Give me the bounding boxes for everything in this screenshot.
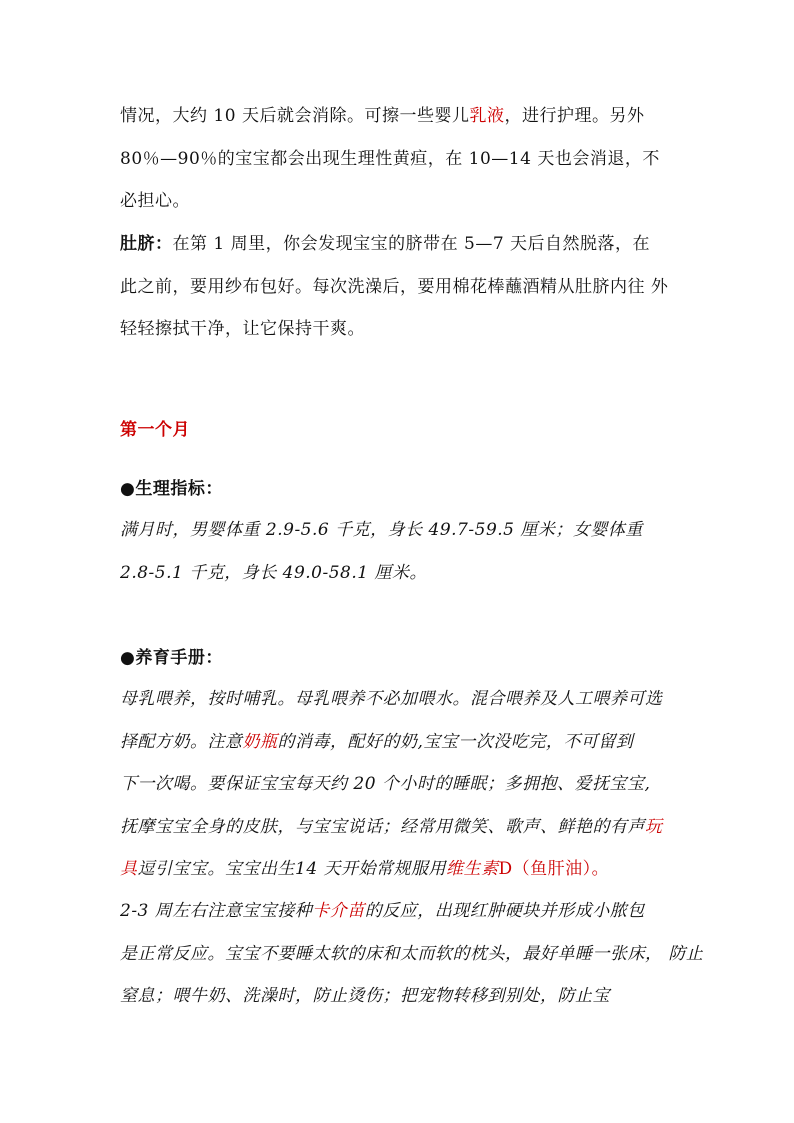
care-text: 择配方奶。注意 [120,732,243,752]
bcg-link[interactable]: 卡介苗 [312,901,365,921]
vitamin-link[interactable]: 维生素 [446,859,499,879]
care-line-8: 窒息；喂牛奶、洗澡时，防止烫伤；把宠物转移到别处，防止宝 [120,986,610,1006]
navel-text: 在第 1 周里，你会发现宝宝的脐带在 5—7 天后自然脱落，在 [172,234,651,254]
para1-line-3: 必担心。 [120,191,190,211]
physio-heading: ●生理指标： [120,479,223,499]
toy-link-part-1[interactable]: 玩 [645,817,663,837]
para1-text: 情况，大约 10 天后就会消除。可擦一些婴儿 [120,106,470,126]
care-text: 抚摩宝宝全身的皮肤，与宝宝说话；经常用微笑、歌声、鲜艳的有声 [120,817,645,837]
lotion-link[interactable]: 乳液 [469,106,505,126]
care-line-4 [120,815,663,839]
care-line-6 [120,899,645,923]
toy-link-part-2[interactable]: 具 [120,859,138,879]
physio-line-1: 满月时，男婴体重 2.9-5.6 千克，身长 49.7-59.5 厘米；女婴体重 [120,520,643,540]
para1-line-1 [120,104,644,128]
care-heading: ●养育手册： [120,648,223,668]
physio-line-2: 2.8-5.1 千克，身长 49.0-58.1 厘米。 [120,563,427,583]
care-text: 的反应，出现红肿硬块并形成小脓包 [364,901,645,921]
para1-line-2: 80％—90％的宝宝都会出现生理性黄疸，在 10—14 天也会消退，不 [120,149,660,169]
care-line-3: 下一次喝。要保证宝宝每天约 20 个小时的睡眠；多拥抱、爱抚宝宝, [120,774,651,794]
care-text: 的消毒，配好的奶,宝宝一次没吃完，不可留到 [277,732,634,752]
care-line-2 [120,730,633,754]
vitamin-d-text: D（鱼肝油）。 [498,859,610,879]
navel-label: 肚脐： [120,234,173,254]
care-line-1: 母乳喂养，按时哺乳。母乳喂养不必加喂水。混合喂养及人工喂养可选 [120,689,663,709]
care-line-5 [120,857,609,881]
navel-line-3: 轻轻擦拭干净，让它保持干爽。 [120,319,365,339]
bottle-link[interactable]: 奶瓶 [242,732,278,752]
navel-line-1 [120,232,650,256]
section-title: 第一个月 [120,420,190,440]
care-line-7: 是正常反应。宝宝不要睡太软的床和太而软的枕头，最好单睡一张床， 防止 [120,944,704,964]
para1-text: ，进行护理。另外 [504,106,645,126]
care-text: 逗引宝宝。宝宝出生14 天开始常规服用 [137,859,447,879]
care-text: 2-3 周左右注意宝宝接种 [120,901,313,921]
navel-line-2: 此之前，要用纱布包好。每次洗澡后，要用棉花棒蘸酒精从肚脐内往 外 [120,277,669,297]
